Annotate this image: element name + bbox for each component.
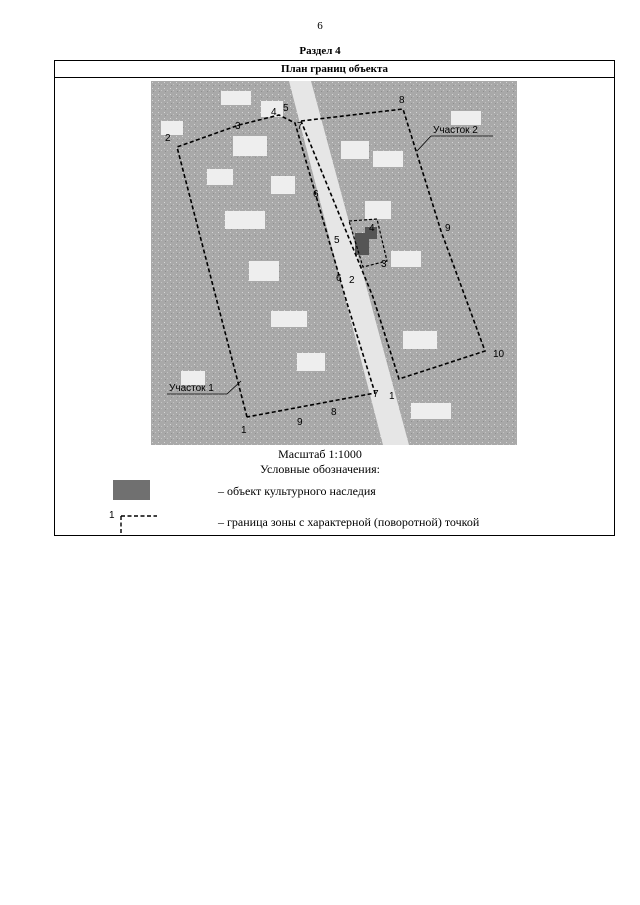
- plot-2-point-2: 2: [349, 275, 355, 286]
- plot-2-point-3: 3: [381, 259, 387, 270]
- plot-2-point-5: 5: [334, 235, 340, 246]
- plot-1-point-6: 6: [336, 273, 342, 284]
- plot-1-point-1: 1: [241, 425, 247, 436]
- plot-2-point-9: 9: [445, 223, 451, 234]
- table-title: План границ объекта: [55, 61, 614, 78]
- legend-item-boundary: – граница зоны с характерной (поворотной) точкой: [218, 515, 480, 529]
- plot-2-point-1: 1: [389, 391, 395, 402]
- legend-item-heritage: – объект культурного наследия: [218, 484, 376, 498]
- plot-1-point-2: 2: [165, 133, 171, 144]
- plot-1-point-8: 8: [331, 407, 337, 418]
- boundary-plan-map: [151, 81, 517, 445]
- map-scale: Масштаб 1:1000: [278, 447, 362, 461]
- plot-1-point-9: 9: [297, 417, 303, 428]
- plot-2-label: Участок 2: [433, 125, 478, 136]
- plot-1-label: Участок 1: [169, 383, 214, 394]
- plot-1-point-5: 5: [283, 103, 289, 114]
- section-heading: Раздел 4: [299, 45, 341, 57]
- plot-2-point-7: 7: [297, 121, 303, 132]
- legend-sample-point: 1: [109, 510, 115, 521]
- boundary-turning-point-icon: [109, 508, 159, 536]
- heritage-object-swatch: [113, 480, 150, 500]
- page-number: 6: [317, 20, 323, 32]
- plot-1-point-4: 4: [271, 107, 277, 118]
- plot-2-point-6: 6: [313, 189, 319, 200]
- legend-title: Условные обозначения:: [259, 462, 381, 476]
- plot-2-point-8: 8: [399, 95, 405, 106]
- plot-2-point-10: 10: [493, 349, 505, 360]
- plot-2-point-4: 4: [369, 223, 375, 234]
- plot-1-point-7: 7: [373, 389, 379, 400]
- plot-1-point-3: 3: [235, 121, 241, 132]
